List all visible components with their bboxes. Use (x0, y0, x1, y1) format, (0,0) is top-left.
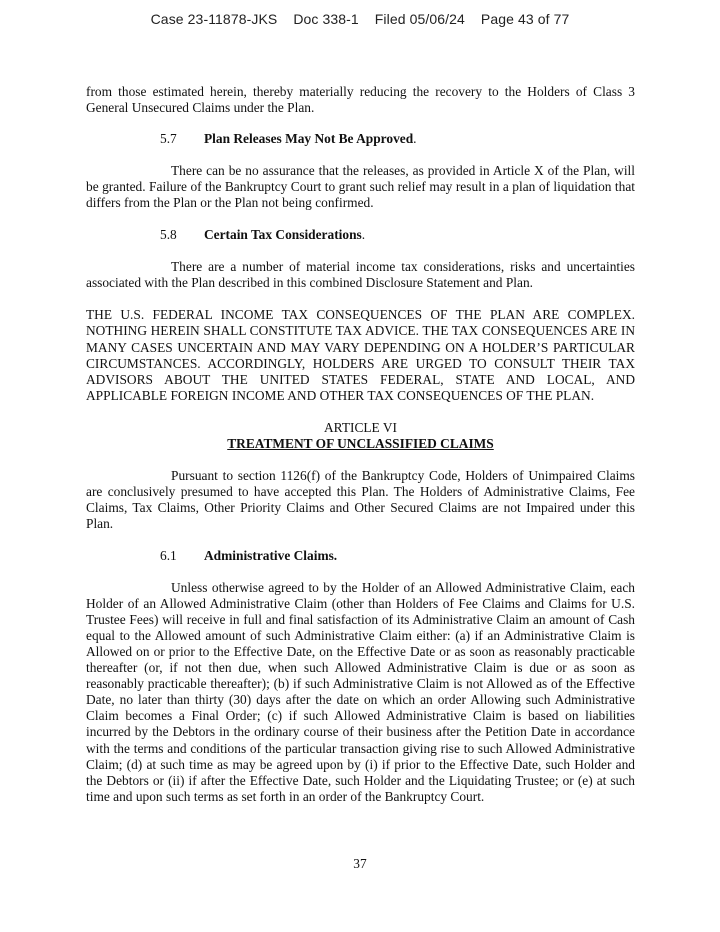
case-number: Case 23-11878-JKS (150, 11, 278, 27)
section-title: Administrative Claims. (204, 547, 338, 563)
section-number: 6.1 (160, 547, 177, 563)
document-body (86, 84, 635, 805)
section-5-7-heading: 5.7 Plan Releases May Not Be Approved. (160, 131, 417, 147)
tax-disclaimer: THE U.S. FEDERAL INCOME TAX CONSEQUENCES OF THE PLAN ARE COMPLEX. NOTHING HEREIN SHALL CONSTITUTE TAX ADVICE. THE TAX CONSEQUENCES ARE IN MANY CASES UNCERTAIN AND MAY VARY DEPENDING ON A HOLDER’S PARTICULAR CIRCUMSTANCES. ACCORDINGLY, HOLDERS ARE URGED TO CONSULT THEIR TAX ADVISORS ABOUT THE UNITED STATES FEDERAL, STATE AND LOCAL, AND APPLICABLE FOREIGN INCOME AND OTHER TAX CONSEQUENCES OF THE PLAN. (86, 307, 635, 403)
section-title: Plan Releases May Not Be Approved (204, 131, 414, 147)
section-number: 5.8 (160, 227, 177, 243)
continuation-paragraph: from those estimated herein, thereby materially reducing the recovery to the Holders of Class 3 General Unsecured Claims under the Plan. (86, 84, 635, 116)
article-intro: Pursuant to section 1126(f) of the Bankruptcy Code, Holders of Unimpaired Claims are conclusively presumed to have accepted this Plan. The Holders of Administrative Claims, Fee Claims, Tax Claims, Other Priority Claims and Other Secured Claims are not Impaired under this Plan. (86, 467, 635, 531)
section-5-8-text: There are a number of material income tax considerations, risks and uncertainties associated with the Plan described in this combined Disclosure Statement and Plan. (86, 259, 635, 291)
article-number: ARTICLE VI (324, 419, 397, 435)
section-6-1-text: Unless otherwise agreed to by the Holder of an Allowed Administrative Claim, each Holder of an Allowed Administrative Claim (other than Holders of Fee Claims and Claims for U.S. Trustee Fees) will receive in full and final satisfaction of its Administrative Claim an amount of Cash equal to the Allowed amount of such Administrative Claim either: (a) if an Administrative Claim is Allowed on or prior to the Effective Date, on the Effective Date or as soon as reasonably practicable thereafter (or, if not then due, when such Allowed Administrative Claim is due or as soon as reasonably practicable thereafter); (b) if such Administrative Claim is not Allowed as of the Effective Date, no later than thirty (30) days after the date on which an order Allowing such Administrative Claim becomes a Final Order; (c) if such Allowed Administrative Claim is based on liabilities incurred by the Debtors in the ordinary course of their business after the Petition Date in accordance with the terms and conditions of the particular transaction giving rise to such Allowed Administrative Claim; (d) at such time as may be agreed upon by (i) if prior to the Effective Date, such Holder and the Debtors or (ii) if after the Effective Date, such Holder and the Liquidating Trustee; or (e) at such time and upon such terms as set forth in an order of the Bankruptcy Court. (86, 580, 635, 804)
section-5-8-heading: 5.8 Certain Tax Considerations. (160, 227, 366, 243)
doc-number: Doc 338-1 (293, 11, 359, 27)
page-number: 37 (353, 856, 367, 871)
page-indicator: Page 43 of 77 (480, 11, 570, 27)
filing-header (0, 11, 720, 27)
article-title: TREATMENT OF UNCLASSIFIED CLAIMS (227, 435, 494, 451)
section-number: 5.7 (160, 131, 177, 147)
section-title: Certain Tax Considerations (204, 227, 362, 243)
section-5-7-text: There can be no assurance that the releases, as provided in Article X of the Plan, will be granted. Failure of the Bankruptcy Court to grant such relief may result in a plan of liquidation that differs from the Plan or the Plan not being confirmed. (86, 163, 635, 211)
section-6-1-heading (160, 548, 635, 564)
filed-date: Filed 05/06/24 (374, 11, 465, 27)
